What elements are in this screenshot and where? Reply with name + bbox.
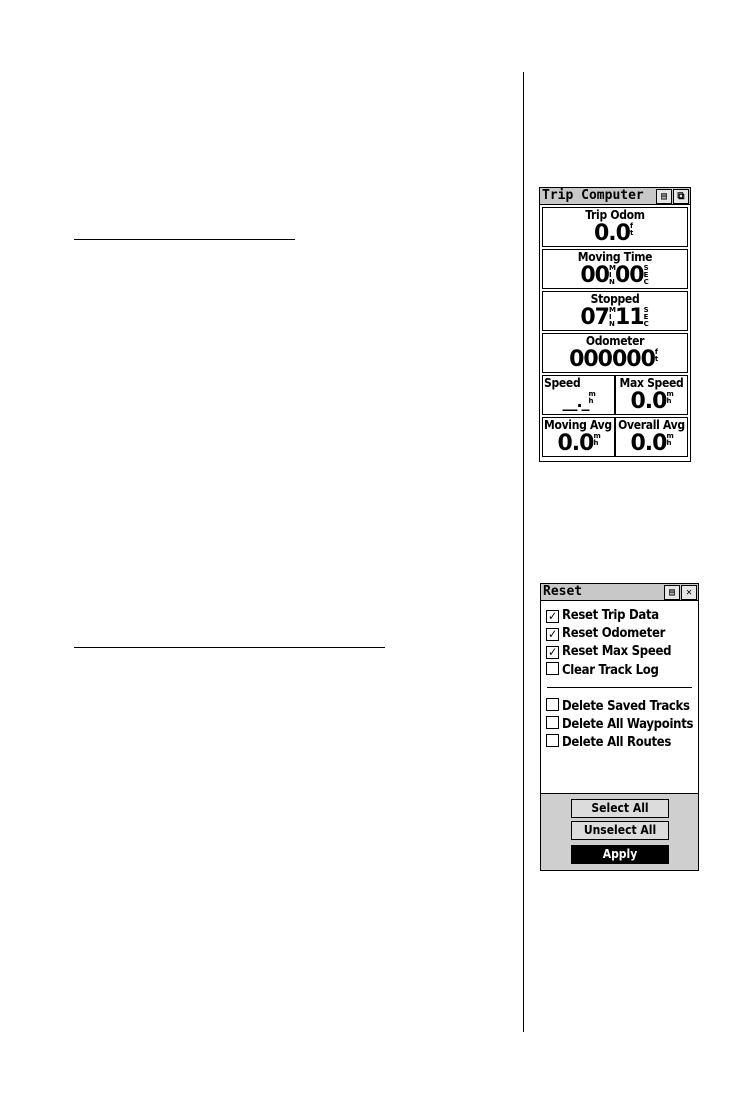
checkbox-icon <box>546 734 559 747</box>
overall-avg-label: Overall Avg <box>618 418 685 432</box>
reset-button-area <box>541 793 698 870</box>
moving-avg-unit: m h <box>593 432 601 447</box>
menu-icon[interactable]: ▤ <box>664 585 680 600</box>
option-clear-track-log[interactable]: Clear Track Log <box>546 662 659 678</box>
speed-unit: m h <box>588 390 596 405</box>
max-speed-label: Max Speed <box>619 376 684 390</box>
checkbox-checked-icon: ✓ <box>546 610 559 623</box>
checkbox-icon <box>546 698 559 711</box>
checkbox-checked-icon: ✓ <box>546 646 559 659</box>
option-reset-odometer[interactable]: ✓ Reset Odometer <box>546 626 665 642</box>
pages-icon[interactable]: ⧉ <box>673 189 689 204</box>
trip-computer-screen <box>539 187 691 462</box>
heading-rule-2 <box>74 647 385 648</box>
option-delete-all-routes[interactable]: Delete All Routes <box>546 734 671 750</box>
checkbox-icon <box>546 662 559 675</box>
speed-field[interactable] <box>542 375 615 415</box>
option-delete-saved-tracks[interactable]: Delete Saved Tracks <box>546 698 690 714</box>
moving-time-label: Moving Time <box>577 250 653 264</box>
stopped-label: Stopped <box>590 292 640 306</box>
moving-time-min-unit: M I N <box>609 264 616 286</box>
speed-value: __._ <box>562 392 589 411</box>
overall-avg-unit: m h <box>666 432 674 447</box>
moving-avg-label: Moving Avg <box>544 418 612 432</box>
speed-label: Speed <box>544 376 581 390</box>
max-speed-value: 0.0 <box>630 389 667 414</box>
moving-time-sec-unit: S E C <box>643 264 649 286</box>
overall-avg-value: 0.0 <box>630 431 667 456</box>
option-reset-trip-data[interactable]: ✓ Reset Trip Data <box>546 608 659 624</box>
trip-odom-label: Trip Odom <box>585 208 645 222</box>
odometer-unit: f t <box>654 348 659 363</box>
apply-button[interactable]: Apply <box>571 845 669 864</box>
trip-computer-title: Trip Computer <box>542 188 644 203</box>
unselect-all-button[interactable]: Unselect All <box>571 821 669 840</box>
stopped-min-unit: M I N <box>609 306 616 328</box>
select-all-button[interactable]: Select All <box>571 799 669 818</box>
checkbox-icon <box>546 716 559 729</box>
moving-time-min: 00 <box>580 263 609 288</box>
trip-computer-titlebar <box>540 188 690 205</box>
trip-odom-unit: f t <box>629 222 634 237</box>
stopped-sec: 11 <box>615 305 644 330</box>
option-delete-all-waypoints[interactable]: Delete All Waypoints <box>546 716 693 732</box>
moving-avg-field[interactable] <box>542 417 615 457</box>
overall-avg-field[interactable] <box>615 417 688 457</box>
moving-avg-value: 0.0 <box>557 431 594 456</box>
moving-time-sec: 00 <box>615 263 644 288</box>
trip-odom-value: 0.0 <box>594 221 630 246</box>
odometer-field[interactable] <box>542 333 688 373</box>
options-separator <box>547 687 692 688</box>
reset-title: Reset <box>543 584 583 599</box>
heading-rule-1 <box>74 239 295 240</box>
column-divider <box>523 72 524 1032</box>
stopped-field[interactable] <box>542 291 688 331</box>
reset-titlebar <box>541 584 698 601</box>
stopped-sec-unit: S E C <box>643 306 649 328</box>
max-speed-field[interactable] <box>615 375 688 415</box>
menu-icon[interactable]: ▤ <box>656 189 672 204</box>
moving-time-field[interactable] <box>542 249 688 289</box>
odometer-value: 000000 <box>569 347 655 372</box>
close-icon[interactable]: ✕ <box>681 585 697 600</box>
option-reset-max-speed[interactable]: ✓ Reset Max Speed <box>546 644 671 660</box>
max-speed-unit: m h <box>666 390 674 405</box>
reset-screen <box>540 583 699 871</box>
odometer-label: Odometer <box>585 334 645 348</box>
trip-odom-field[interactable] <box>542 207 688 247</box>
stopped-min: 07 <box>580 305 609 330</box>
checkbox-checked-icon: ✓ <box>546 628 559 641</box>
